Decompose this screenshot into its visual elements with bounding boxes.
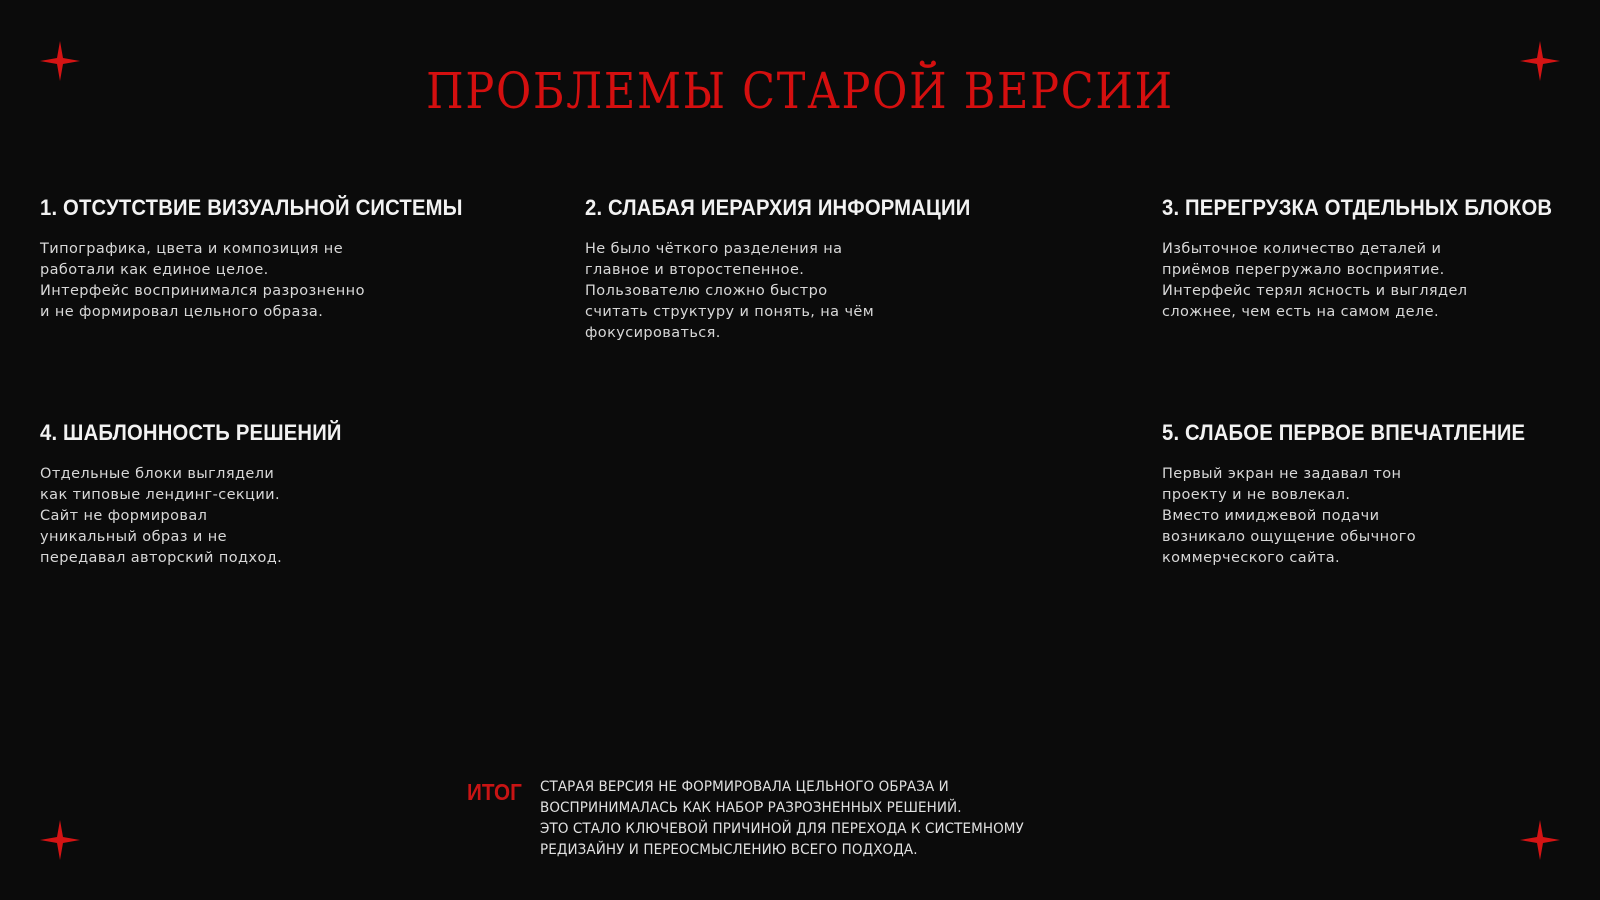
description-line: Избыточное количество деталей и bbox=[1162, 241, 1442, 257]
description-line: Вместо имиджевой подачи bbox=[1162, 508, 1380, 524]
description-line: уникальный образ и не bbox=[40, 529, 227, 545]
description-line: Интерфейс воспринимался разрозненно bbox=[40, 283, 365, 299]
description-line: считать структуру и понять, на чём bbox=[585, 304, 875, 320]
problem-heading: 1. ОТСУТСТВИЕ ВИЗУАЛЬНОЙ СИСТЕМЫ bbox=[40, 195, 463, 220]
problem-description bbox=[585, 239, 1004, 344]
description-line: Отдельные блоки выглядели bbox=[40, 466, 275, 482]
description-line: Первый экран не задавал тон bbox=[1162, 466, 1402, 482]
problem-heading: 4. ШАБЛОННОСТЬ РЕШЕНИЙ bbox=[40, 420, 342, 445]
four-point-star-icon bbox=[40, 41, 80, 81]
four-point-star-icon bbox=[1520, 820, 1560, 860]
problem-description bbox=[1162, 464, 1557, 569]
description-line: главное и второстепенное. bbox=[585, 262, 805, 278]
four-point-star-icon bbox=[40, 820, 80, 860]
four-point-star-icon bbox=[1520, 41, 1560, 81]
description-line: Сайт не формировал bbox=[40, 508, 208, 524]
page-title: ПРОБЛЕМЫ СТАРОЙ ВЕРСИИ bbox=[426, 62, 1174, 120]
description-line: фокусироваться. bbox=[585, 325, 721, 341]
description-line: Интерфейс терял ясность и выглядел bbox=[1162, 283, 1468, 299]
problem-description bbox=[40, 464, 368, 569]
problem-description bbox=[40, 239, 499, 323]
description-line: Типографика, цвета и композиция не bbox=[40, 241, 344, 257]
summary-line: ЭТО СТАЛО КЛЮЧЕВОЙ ПРИЧИНОЙ ДЛЯ ПЕРЕХОДА К СИСТЕМНОМУ bbox=[540, 821, 1024, 837]
summary-label: ИТОГ bbox=[467, 779, 522, 805]
summary-line: ВОСПРИНИМАЛАСЬ КАК НАБОР РАЗРОЗНЕННЫХ РЕШЕНИЙ. bbox=[540, 800, 962, 816]
problem-block-4 bbox=[40, 420, 368, 569]
summary-line: РЕДИЗАЙНУ И ПЕРЕОСМЫСЛЕНИЮ ВСЕГО ПОДХОДА. bbox=[540, 842, 918, 858]
description-line: коммерческого сайта. bbox=[1162, 550, 1341, 566]
description-line: Пользователю сложно быстро bbox=[585, 283, 828, 299]
description-line: и не формировал цельного образа. bbox=[40, 304, 324, 320]
problem-block-1 bbox=[40, 195, 499, 323]
description-line: приёмов перегружало восприятие. bbox=[1162, 262, 1445, 278]
problem-block-3 bbox=[1162, 195, 1586, 323]
description-line: возникало ощущение обычного bbox=[1162, 529, 1417, 545]
problem-block-2 bbox=[585, 195, 1004, 344]
summary-line: СТАРАЯ ВЕРСИЯ НЕ ФОРМИРОВАЛА ЦЕЛЬНОГО ОБРАЗА И bbox=[540, 779, 949, 795]
problem-heading: 2. СЛАБАЯ ИЕРАРХИЯ ИНФОРМАЦИИ bbox=[585, 195, 971, 220]
description-line: как типовые лендинг-секции. bbox=[40, 487, 280, 503]
description-line: работали как единое целое. bbox=[40, 262, 269, 278]
problem-heading: 3. ПЕРЕГРУЗКА ОТДЕЛЬНЫХ БЛОКОВ bbox=[1162, 195, 1553, 220]
summary-text bbox=[540, 777, 1060, 861]
problem-description bbox=[1162, 239, 1586, 323]
description-line: сложнее, чем есть на самом деле. bbox=[1162, 304, 1439, 320]
description-line: Не было чёткого разделения на bbox=[585, 241, 843, 257]
description-line: проекту и не вовлекал. bbox=[1162, 487, 1351, 503]
description-line: передавал авторский подход. bbox=[40, 550, 283, 566]
problem-block-5 bbox=[1162, 420, 1557, 569]
problem-heading: 5. СЛАБОЕ ПЕРВОЕ ВПЕЧАТЛЕНИЕ bbox=[1162, 420, 1526, 445]
